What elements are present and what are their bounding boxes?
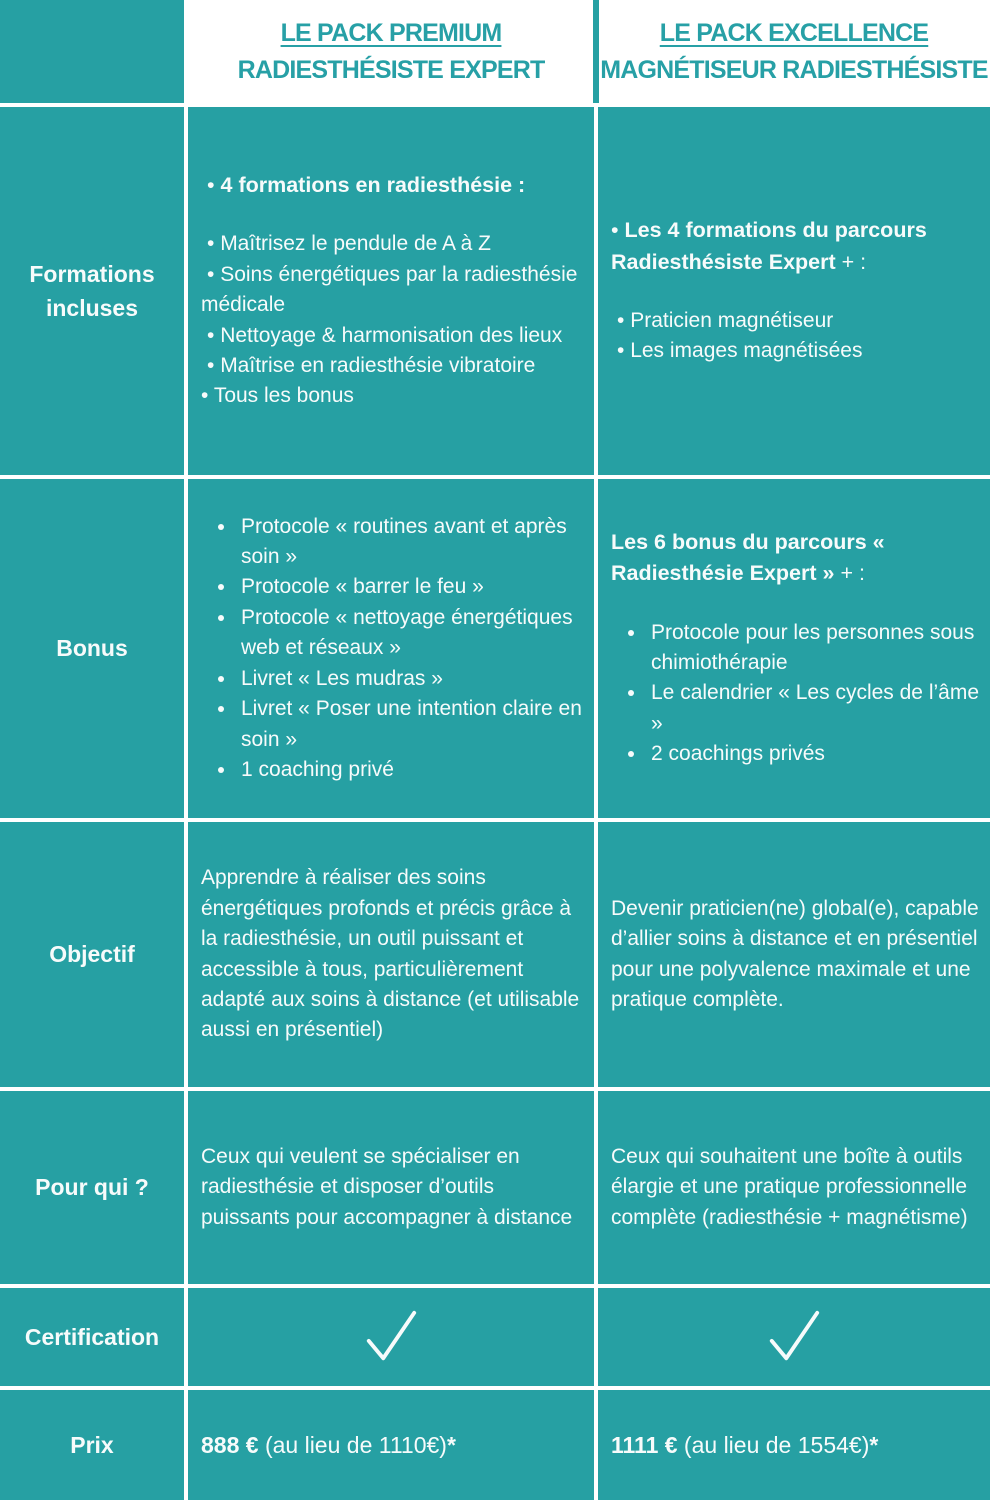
list-item: • Livret « Les mudras » xyxy=(237,664,588,694)
certification-excellence-cell xyxy=(598,1288,990,1386)
list-item: • Protocole « nettoyage énergétiques web et réseaux » xyxy=(237,603,588,664)
prix-excellence-asterisk: * xyxy=(869,1431,879,1458)
list-item: • 2 coachings privés xyxy=(647,739,984,769)
objectif-excellence-text: Devenir praticien(ne) global(e), capable d’allier soins à distance et en présentiel pour une polyvalence maximale et une pratique complète. xyxy=(611,896,979,1011)
prix-premium-amount: 888 € xyxy=(201,1431,259,1458)
formations-excellence-cell xyxy=(598,107,990,475)
pack-premium-subtitle: RADIESTHÉSISTE EXPERT xyxy=(237,55,545,84)
bullet-item: • Soins énergétiques par la radiesthésie médicale xyxy=(201,260,588,321)
bonus-premium-cell xyxy=(188,479,594,818)
pour-qui-premium-cell xyxy=(188,1091,594,1284)
list-item: • 1 coaching privé xyxy=(237,755,588,785)
pour-qui-excellence-cell xyxy=(598,1091,990,1284)
list-item: • Protocole « routines avant et après soin » xyxy=(237,512,588,573)
row-label-objectif: Objectif xyxy=(0,822,184,1087)
formations-premium-cell xyxy=(188,107,594,475)
prix-premium-cell xyxy=(188,1390,594,1500)
bonus-excellence-list xyxy=(611,618,984,770)
pack-excellence-title-link[interactable]: LE PACK EXCELLENCE xyxy=(659,19,929,48)
list-item: • Livret « Poser une intention claire en soin » xyxy=(237,694,588,755)
header-column-divider xyxy=(593,0,599,103)
formations-excellence-heading: Les 4 formations du parcours Radiesthésiste Expert xyxy=(611,218,927,274)
header-corner-cell xyxy=(0,0,184,103)
check-icon xyxy=(765,1308,823,1366)
header-pack-excellence xyxy=(598,0,990,103)
list-item: • Protocole « barrer le feu » xyxy=(237,572,588,602)
row-label-pour-qui: Pour qui ? xyxy=(0,1091,184,1284)
prix-premium-asterisk: * xyxy=(446,1431,456,1458)
bonus-excellence-heading: Les 6 bonus du parcours « Radiesthésie Expert » xyxy=(611,530,885,586)
list-item: • Le calendrier « Les cycles de l’âme » xyxy=(647,678,984,739)
bonus-excellence-cell xyxy=(598,479,990,818)
check-icon xyxy=(362,1308,420,1366)
row-label-certification: Certification xyxy=(0,1288,184,1386)
bullet-item: • Maîtrisez le pendule de A à Z xyxy=(201,229,588,259)
certification-premium-cell xyxy=(188,1288,594,1386)
row-label-formations: Formations incluses xyxy=(0,107,184,475)
heading-suffix: + : xyxy=(835,249,867,274)
row-label-bonus: Bonus xyxy=(0,479,184,818)
prix-premium-detail: (au lieu de 1110€) xyxy=(258,1431,447,1458)
row-label-prix: Prix xyxy=(0,1390,184,1500)
objectif-premium-cell xyxy=(188,822,594,1087)
formations-premium-heading: 4 formations en radiesthésie : xyxy=(220,173,526,198)
bullet-item: • Nettoyage & harmonisation des lieux xyxy=(201,321,588,351)
pour-qui-premium-text: Ceux qui veulent se spécialiser en radiesthésie et disposer d’outils puissants pour accompagner à distance xyxy=(201,1144,573,1229)
bullet-item: • Maîtrise en radiesthésie vibratoire xyxy=(201,351,588,381)
pour-qui-excellence-text: Ceux qui souhaitent une boîte à outils élargie et une pratique professionnelle complète (radiesthésie + magnétisme) xyxy=(611,1144,968,1229)
list-item: • Protocole pour les personnes sous chimiothérapie xyxy=(647,618,984,679)
objectif-excellence-cell xyxy=(598,822,990,1087)
objectif-premium-text: Apprendre à réaliser des soins énergétiques profonds et précis grâce à la radiesthésie, un outil puissant et accessible à tous, particulièrement adapté aux soins à distance (et utilisable aussi en présentiel) xyxy=(201,866,580,1042)
heading-suffix: + : xyxy=(834,561,865,586)
prix-excellence-detail: (au lieu de 1554€) xyxy=(677,1431,870,1458)
bullet-item: • Tous les bonus xyxy=(201,381,588,411)
header-pack-premium xyxy=(188,0,594,103)
bullet-item: • Les images magnétisées xyxy=(611,336,984,366)
bullet-item: • Praticien magnétiseur xyxy=(611,306,984,336)
pack-excellence-subtitle: MAGNÉTISEUR RADIESTHÉSISTE xyxy=(600,55,988,84)
prix-excellence-amount: 1111 € xyxy=(611,1431,678,1458)
pack-premium-title-link[interactable]: LE PACK PREMIUM xyxy=(280,19,502,48)
bonus-premium-list xyxy=(201,512,588,786)
prix-excellence-cell xyxy=(598,1390,990,1500)
